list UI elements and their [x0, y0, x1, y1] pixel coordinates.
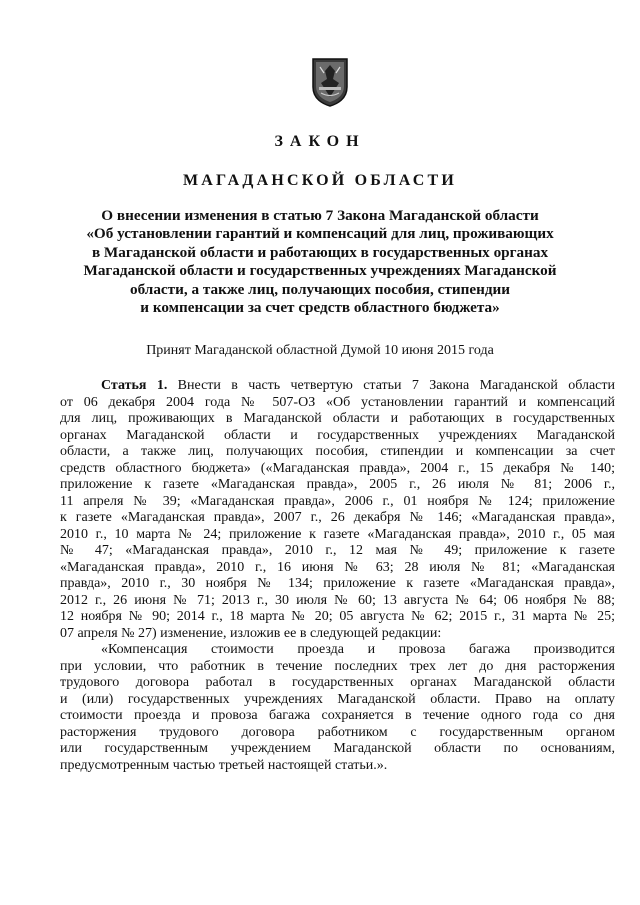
- article-line: Статья 1. Внести в часть четвертую статьи 7 Закона Магаданской области: [101, 378, 616, 393]
- article-line: приложение к газете «Магаданская правда», 2005 г., 26 июля № 81; 2006 г.,: [60, 477, 615, 492]
- article-line: 12 ноября № 90; 2014 г., 18 марта № 20; 05 августа № 62; 2015 г., 31 марта № 25;: [60, 609, 615, 624]
- article-line: № 47; «Магаданская правда», 2010 г., 12 мая № 49; приложение к газете: [60, 543, 615, 558]
- article-line: правда», 2010 г., 30 ноября № 134; приложение к газете «Магаданская правда»,: [60, 576, 615, 591]
- article-line: 2010 г., 10 марта № 24; приложение к газете «Магаданская правда», 2010 г., 05 мая: [60, 526, 615, 542]
- adoption-note: Принят Магаданской областной Думой 10 июня 2015 года: [146, 343, 494, 358]
- subject-line: области, а также лиц, получающих пособия, стипендии: [129, 280, 510, 298]
- quote-line: трудового договора работал в государственных органах Магаданской области: [60, 675, 615, 690]
- article-line: для лиц, проживающих в Магаданской области и работающих в государственных: [60, 411, 615, 426]
- law-title: ЗАКОН: [274, 133, 366, 150]
- quote-line: расторжения трудового договора работником с государственным органом: [60, 724, 615, 740]
- subject-line: и компенсации за счет средств областного бюджета»: [140, 299, 500, 317]
- article-line: 2012 г., 26 июня № 71; 2013 г., 30 июля № 60; 13 августа № 64; 06 ноября № 88;: [60, 592, 615, 608]
- quote-line: при условии, что работник в течение последних трех лет до дня расторжения: [60, 658, 615, 674]
- article-line: «Магаданская правда», 2010 г., 16 июня № 63; 28 июля № 81; «Магаданская: [60, 559, 615, 575]
- law-subject: [54, 207, 586, 317]
- article-line: области, а также лиц, получающих пособия, стипендии и компенсации за счет: [60, 444, 615, 459]
- quote-line: «Компенсация стоимости проезда и провоза багажа производится: [101, 642, 615, 657]
- subject-line: Магаданской области и государственных учреждениях Магаданской: [83, 262, 557, 280]
- article-line: к газете «Магаданская правда», 2007 г., 26 декабря № 146; «Магаданская правда»,: [60, 510, 615, 525]
- quote-line: или государственным учреждением Магаданской области по основаниям,: [60, 741, 615, 756]
- quote-line: и (или) государственных учреждениях Магаданской области. Право на оплату: [60, 691, 615, 707]
- coat-of-arms-icon: [311, 57, 349, 107]
- article-line: от 06 декабря 2004 года № 507-ОЗ «Об установлении гарантий и компенсаций: [60, 394, 615, 410]
- article-label: Статья 1.: [101, 378, 168, 393]
- quote-line: предусмотренным частью третьей настоящей статьи.».: [60, 757, 388, 773]
- subject-line: О внесении изменения в статью 7 Закона Магаданской области: [101, 207, 539, 224]
- article-line: 11 апреля № 39; «Магаданская правда», 2006 г., 01 ноября № 124; приложение: [60, 493, 615, 509]
- subject-line: в Магаданской области и работающих в государственных органах: [91, 243, 549, 261]
- region-title: МАГАДАНСКОЙ ОБЛАСТИ: [182, 172, 458, 189]
- quote-line: стоимости проезда и провоза багажа сохраняется в течение одного года со дня: [60, 708, 615, 723]
- subject-line: «Об установлении гарантий и компенсаций для лиц, проживающих: [86, 225, 554, 243]
- article-line: 07 апреля № 27) изменение, изложив ее в следующей редакции:: [60, 625, 442, 641]
- article-body: [60, 378, 615, 774]
- article-line: средств областного бюджета» («Магаданская правда», 2004 г., 15 декабря № 140;: [60, 460, 615, 476]
- article-line: органах Магаданской области и государственных учреждениях Магаданской: [60, 427, 615, 443]
